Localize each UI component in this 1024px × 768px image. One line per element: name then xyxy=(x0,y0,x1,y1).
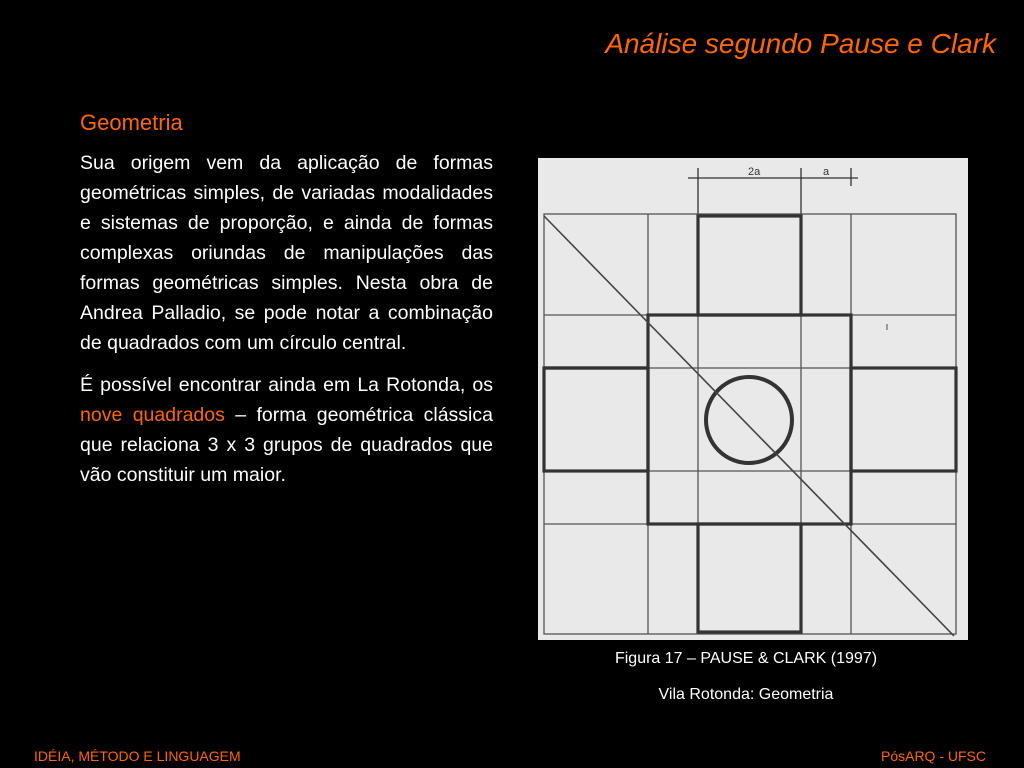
dimension-marks xyxy=(688,168,858,216)
nine-squares-highlight: nove quadrados xyxy=(80,404,225,427)
diagonal-line xyxy=(544,216,954,636)
figure-caption-source: Figura 17 – PAUSE & CLARK (1997) xyxy=(614,650,878,667)
content-column xyxy=(80,110,493,502)
central-circle xyxy=(706,377,792,463)
paragraph-origin: Sua origem vem da aplicação de formas geométricas simples, de variadas modalidades e sistemas de proporção, e ainda de formas complexas oriundas de manipulações das formas geométricas simples. Nesta obra de Andrea Palladio, se pode notar a combinação de quadrados com um círculo central. xyxy=(80,152,493,355)
figure-caption-title: Vila Rotonda: Geometria xyxy=(658,686,834,703)
thin-grid xyxy=(544,214,956,634)
nine-squares-diagram xyxy=(538,158,968,640)
geometry-figure xyxy=(538,158,968,640)
footer-course-title: IDÉIA, MÉTODO E LINGUAGEM xyxy=(34,748,241,764)
dimension-label-a: a xyxy=(823,166,830,178)
slide-title: Análise segundo Pause e Clark xyxy=(605,28,996,59)
paragraph-text-start: É possível encontrar ainda em La Rotonda, os xyxy=(80,374,493,397)
paragraph-nine-squares xyxy=(80,370,493,490)
footer-institution: PósARQ - UFSC xyxy=(880,748,986,764)
section-heading: Geometria xyxy=(80,110,183,135)
paragraph-text-end: – forma geométrica clássica que relaciona 3 x 3 grupos de quadrados que vão constituir um maior. xyxy=(80,404,493,487)
dimension-label-2a: 2a xyxy=(748,166,761,178)
